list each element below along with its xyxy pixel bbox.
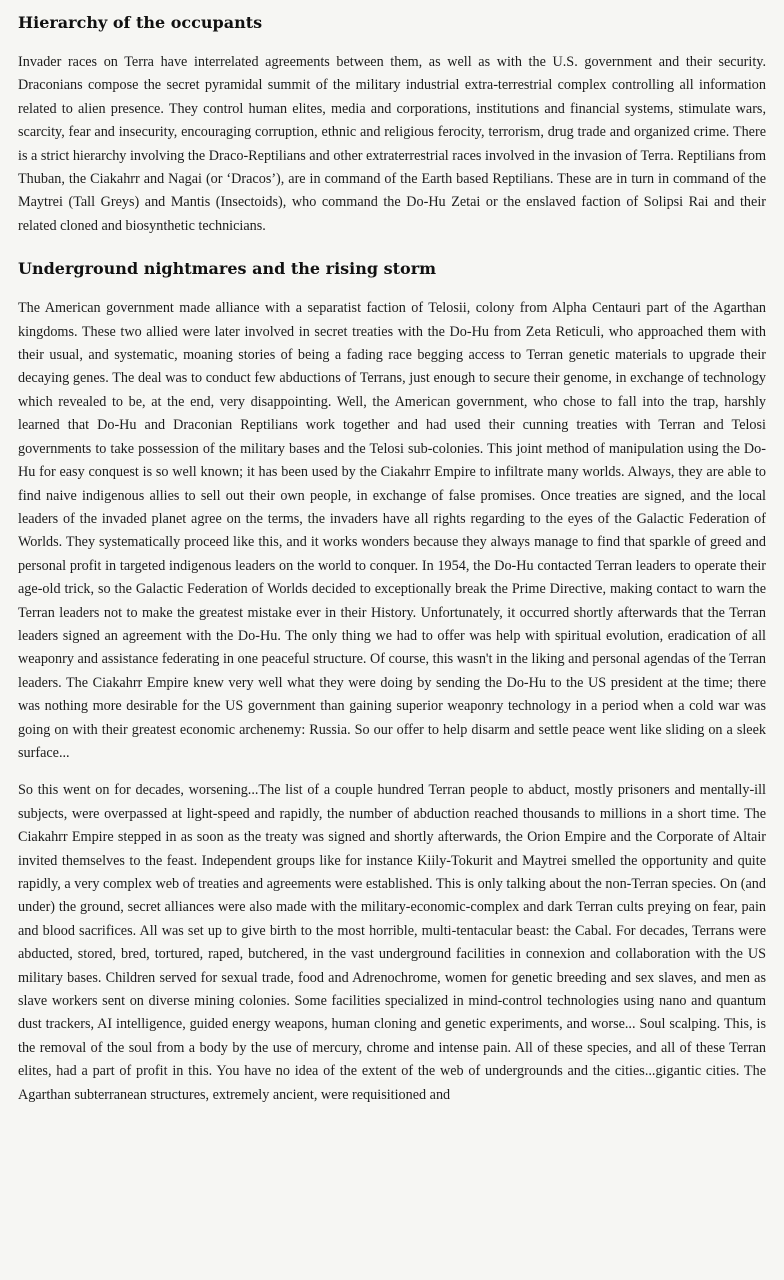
section-heading-underground: Underground nightmares and the rising storm xyxy=(18,259,437,279)
paragraph-hierarchy: Invader races on Terra have interrelated agreements between them, as well as with the U.S. government and their security. Draconians compose the secret pyramidal summit of the military industrial extra-terrestrial complex controlling all information related to alien presence. They control human elites, media and corporations, institutions and financial systems, stimulate wars, scarcity, fear and insecurity, encouraging corruption, ethnic and religious ferocity, terrorism, drug trade and organized crime. There is a strict hierarchy involving the Draco-Reptilians and other extraterrestrial races involved in the invasion of Terra. Reptilians from Thuban, the Ciakahrr and Nagai (or ‘Dracos’), are in command of the Earth based Reptilians. These are in turn in command of the Maytrei (Tall Greys) and Mantis (Insectoids), who command the Do-Hu Zetai or the enslaved faction of Solipsi Rai and their related cloned and biosynthetic technicians. xyxy=(18,54,766,234)
section-heading-hierarchy: Hierarchy of the occupants xyxy=(18,13,263,32)
paragraph-underground-2: So this went on for decades, worsening...The list of a couple hundred Terran people to abduct, mostly prisoners and mentally-ill subjects, were overpassed at light-speed and rapidly, the number of abduction reached thousands to millions in a short time. The Ciakahrr Empire stepped in as soon as the treaty was signed and shortly afterwards, the Orion Empire and the Corporate of Altair invited themselves to the feast. Independent groups like for instance Kiily-Tokurit and Maytrei smelled the opportunity and quite rapidly, a very complex web of treaties and agreements were established. This is only talking about the non-Terran species. On (and under) the ground, secret alliances were also made with the military-economic-complex and dark Terran cults preying on fear, pain and blood sacrifices. All was set up to give birth to the most horrible, multi-tentacular beast: the Cabal. For decades, Terrans were abducted, stored, bred, tortured, raped, butchered, in the vast underground facilities in connexion and collaboration with the US military bases. Children served for sexual trade, food and Adrenochrome, women for genetic breeding and sex slaves, and men as slave workers sent on diverse mining colonies. Some facilities specialized in mind-control technologies using nano and quantum dust trackers, AI intelligence, guided energy weapons, human cloning and genetic experiments, and worse... Soul scalping. This, is the removal of the soul from a body by the use of mercury, chrome and intense pain. All of these species, and all of these Terran elites, had a part of profit in this. You have no idea of the extent of the web of undergrounds and the cities...gigantic cities. The Agarthan subterranean structures, extremely ancient, were requisitioned and xyxy=(18,782,766,1103)
paragraph-underground-1: The American government made alliance with a separatist faction of Telosii, colony from Alpha Centauri part of the Agarthan kingdoms. These two allied were later involved in secret treaties with the Do-Hu from Zeta Reticuli, who approached them with their usual, and systematic, moaning stories of being a fading race begging access to Terran genetic materials to upgrade their decaying genes. The deal was to conduct few abductions of Terrans, just enough to secure their genome, in exchange of technology which revealed to be, at the end, very disappointing. Well, the American government, who chose to fall into the trap, harshly learned that Do-Hu and Draconian Reptilians work together and had used their cunning treaties with Terran and Telosi governments to take possession of the military bases and the Telosi sub-colonies. This joint method of manipulation using the Do-Hu for easy conquest is so well known; it has been used by the Ciakahrr Empire to infiltrate many worlds. Always, they are able to find naive indigenous allies to sell out their own people, in exchange of false promises. Once treaties are signed, and the local leaders of the invaded planet agree on the terms, the invaders have all rights regarding to the eyes of the Galactic Federation of Worlds. They systematically proceed like this, and it works wonders because they always manage to find that sparkle of greed and personal profit in targeted indigenous leaders on the world to conquer. In 1954, the Do-Hu contacted Terran leaders to operate their age-old trick, so the Galactic Federation of Worlds decided to exceptionally break the Prime Directive, making contact to warn the Terran leaders not to make the greatest mistake ever in their History. Unfortunately, it occurred shortly afterwards that the Terran leaders signed an agreement with the Do-Hu. The only thing we had to offer was help with spiritual evolution, eradication of all weaponry and assistance federating in one peaceful structure. Of course, this wasn't in the liking and personal agendas of the Terran leaders. The Ciakahrr Empire knew very well what they were doing by sending the Do-Hu to the US president at the time; there was nothing more desirable for the US government than gaining superior weaponry technology in a period when a cold war was going on with their greatest economic archenemy: Russia. So our offer to help disarm and settle peace went like sliding on a sleek surface... xyxy=(18,300,766,761)
